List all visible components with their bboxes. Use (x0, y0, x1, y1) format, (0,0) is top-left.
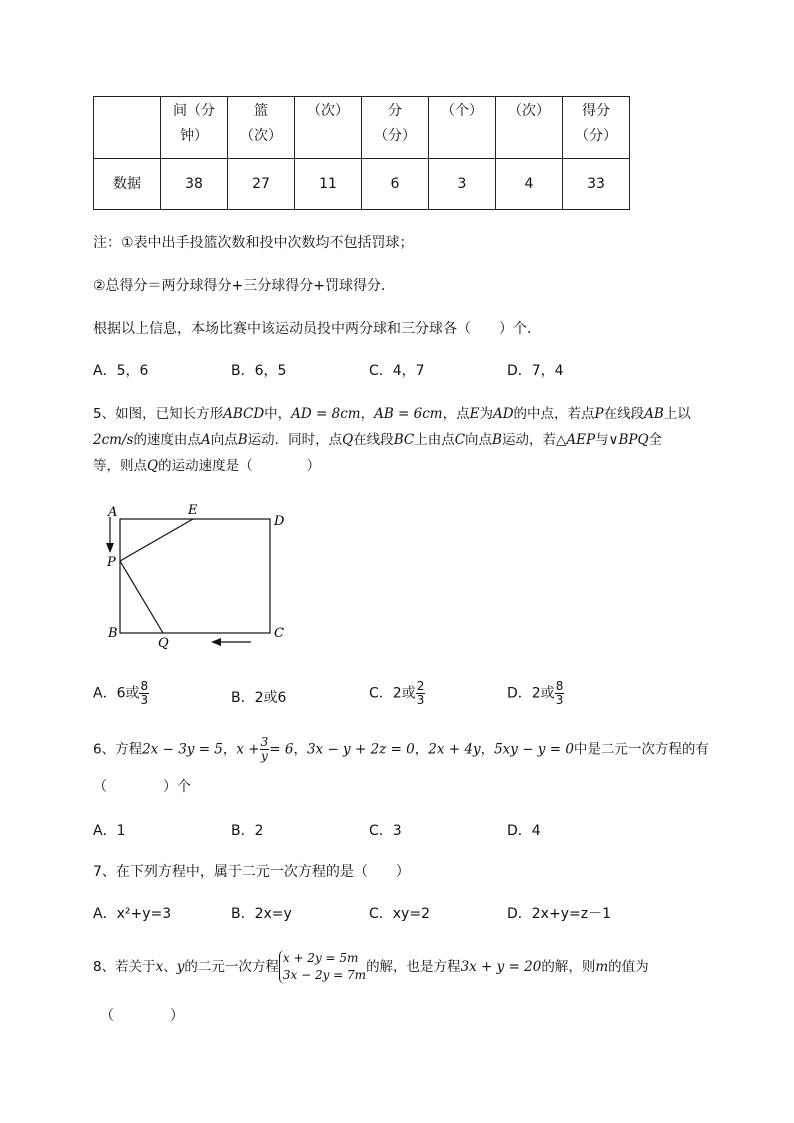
table-header-cell (295, 97, 362, 159)
text: ， (360, 406, 375, 422)
fraction (139, 680, 149, 707)
text: 全 (648, 432, 663, 448)
table-data-row (94, 159, 630, 210)
option-text: A．6或 (93, 685, 140, 702)
text: 的值为 (608, 959, 649, 975)
text: 上由点 (414, 432, 455, 448)
q5-option-d[interactable] (507, 680, 564, 707)
segment-pe (120, 519, 193, 561)
header-text: 得分 （分） (575, 103, 617, 144)
denominator: 3 (416, 693, 425, 707)
text: 的运动速度是（ ） (158, 458, 321, 474)
math: BC (393, 432, 415, 448)
row-label: 数据 (94, 159, 161, 210)
numerator: 3 (260, 735, 269, 749)
q5-option-c[interactable] (369, 680, 425, 707)
text: ，点 (442, 406, 470, 422)
q5-option-b[interactable]: B．2或6 (231, 690, 287, 706)
q4-option-c[interactable]: C．4，7 (369, 363, 425, 379)
table-header-cell (362, 97, 429, 159)
math: AB (644, 406, 664, 422)
fraction (416, 680, 426, 707)
q8-line-2: （ ） (100, 1008, 184, 1024)
math: A (200, 432, 211, 448)
math: AD (492, 406, 514, 422)
text: 运动．同时，点 (247, 432, 343, 448)
equation: x + (236, 741, 260, 758)
q4-option-d[interactable]: D．7，4 (507, 363, 564, 379)
numerator: 8 (140, 679, 149, 693)
text: 的中点，若点 (513, 406, 595, 422)
header-text: 间（分 钟） (173, 103, 215, 144)
option-text: D．2或 (507, 685, 555, 702)
text: 为 (479, 406, 493, 422)
equation-system (279, 950, 366, 984)
table-header-cell (94, 97, 161, 159)
segment-pq (120, 561, 163, 633)
text: 中是二元一次方程的有 (573, 741, 709, 758)
math: x (155, 959, 164, 975)
header-text: （次） (508, 103, 550, 119)
q8-line-1 (93, 950, 649, 984)
q7-option-c[interactable]: C．xy=2 (369, 906, 430, 922)
text: 6、方程 (93, 741, 143, 758)
math: y (176, 959, 185, 975)
math: BPQ (618, 432, 649, 448)
table-cell: 11 (295, 159, 362, 210)
equation: 5xy − y = 0 (494, 741, 574, 758)
q4-option-b[interactable]: B．6，5 (231, 363, 287, 379)
system-eq-1: x + 2y = 5m (282, 951, 359, 965)
math: ABCD (223, 406, 265, 422)
denominator: 3 (140, 693, 149, 707)
q7-option-b[interactable]: B．2x=y (231, 906, 292, 922)
equation: 2x + 4y (428, 741, 481, 758)
math: AD = 8cm (291, 406, 361, 422)
table-cell: 3 (429, 159, 496, 210)
numerator: 2 (416, 679, 425, 693)
label-q: Q (158, 636, 169, 651)
table-header-cell (429, 97, 496, 159)
text: 的解，则 (541, 959, 596, 975)
text: 向点 (210, 432, 238, 448)
denominator: 3 (555, 693, 564, 707)
math: B (237, 432, 248, 448)
math: C (454, 432, 466, 448)
text: 的速度由点 (133, 432, 201, 448)
system-eq-2: 3x − 2y = 7m (282, 968, 367, 982)
math: B (492, 432, 502, 448)
math: E (469, 406, 480, 422)
table-header-cell (161, 97, 228, 159)
table-header-row (94, 97, 630, 159)
q6-line-2: （ ）个 (93, 779, 191, 795)
math: AB = 6cm (374, 406, 443, 422)
q5-line-3 (93, 454, 320, 474)
q5-option-a[interactable] (93, 680, 149, 707)
math: AEP (566, 432, 596, 448)
label-d: D (274, 514, 285, 529)
text: ， (480, 741, 495, 758)
q4-stem: 根据以上信息，本场比赛中该运动员投中两分球和三分球各（ ）个． (93, 321, 541, 337)
table-cell: 6 (362, 159, 429, 210)
text: 中， (264, 406, 292, 422)
table-cell: 38 (161, 159, 228, 210)
header-text: （个） (441, 103, 483, 119)
label-e: E (188, 503, 198, 518)
q6-line-1 (93, 736, 709, 763)
math: 2cm/s (93, 432, 134, 448)
text: 在线段 (603, 406, 645, 422)
q7-option-d[interactable]: D．2x+y=z－1 (507, 906, 611, 922)
table-cell: 4 (496, 159, 563, 210)
table-header-cell (496, 97, 563, 159)
label-p: P (107, 555, 116, 570)
q5-figure (95, 495, 305, 655)
table-header-cell (228, 97, 295, 159)
header-text: 篮 （次） (240, 103, 282, 144)
fraction (260, 736, 270, 763)
note-1: 注：①表中出手投篮次数和投中次数均不包括罚球； (93, 235, 414, 251)
note-2: ②总得分＝两分球得分+三分球得分+罚球得分． (93, 278, 396, 294)
text: 上以 (663, 406, 691, 422)
q4-option-a[interactable]: A．5，6 (93, 363, 149, 379)
text: 8、若关于 (93, 959, 156, 975)
text: 在线段 (353, 432, 394, 448)
denominator: y (261, 749, 268, 763)
table-header-cell (563, 97, 630, 159)
text: 与∨ (595, 432, 619, 448)
numerator: 8 (555, 679, 564, 693)
label-a: A (108, 505, 118, 520)
equation: 3x + y = 20 (460, 959, 542, 975)
header-text: 分 （分） (374, 103, 416, 144)
q6-option-b[interactable]: B．2 (231, 823, 264, 839)
equation: 3x − y + 2z = 0 (306, 741, 415, 758)
text: 的二元一次方程 (184, 959, 279, 975)
equation: 2x − 3y = 5 (142, 741, 223, 758)
q7-stem: 7、在下列方程中，属于二元一次方程的是（ ） (93, 864, 410, 880)
arrow-left-icon (211, 638, 221, 646)
header-text: （次） (307, 103, 349, 119)
text: 向点 (465, 432, 493, 448)
text: ， (222, 741, 237, 758)
q6-option-a[interactable]: A．1 (93, 823, 126, 839)
text: 的解，也是方程 (366, 959, 461, 975)
math: Q (147, 458, 159, 474)
label-c: C (274, 626, 284, 641)
math: Q (342, 432, 354, 448)
option-text: C．2或 (369, 685, 416, 702)
text: ， (414, 741, 429, 758)
text: ， (293, 741, 307, 758)
fraction (555, 680, 565, 707)
text: 5、如图，已知长方形 (93, 406, 224, 422)
text: 等，则点 (93, 458, 147, 474)
q5-line-2 (93, 428, 662, 448)
q6-option-c[interactable]: C．3 (369, 823, 402, 839)
q5-line-1 (93, 402, 691, 422)
rectangle-abcd (120, 519, 270, 633)
text: 、 (163, 959, 177, 975)
table-cell: 33 (563, 159, 630, 210)
label-b: B (108, 626, 118, 641)
math: P (594, 406, 604, 422)
q6-option-d[interactable]: D．4 (507, 823, 541, 839)
math: m (595, 959, 609, 975)
equation: = 6 (269, 741, 294, 758)
table-cell: 27 (228, 159, 295, 210)
text: 运动，若△ (501, 432, 567, 448)
q7-option-a[interactable]: A．x²+y=3 (93, 906, 172, 922)
arrow-down-icon (106, 543, 114, 553)
stats-table (93, 96, 630, 210)
